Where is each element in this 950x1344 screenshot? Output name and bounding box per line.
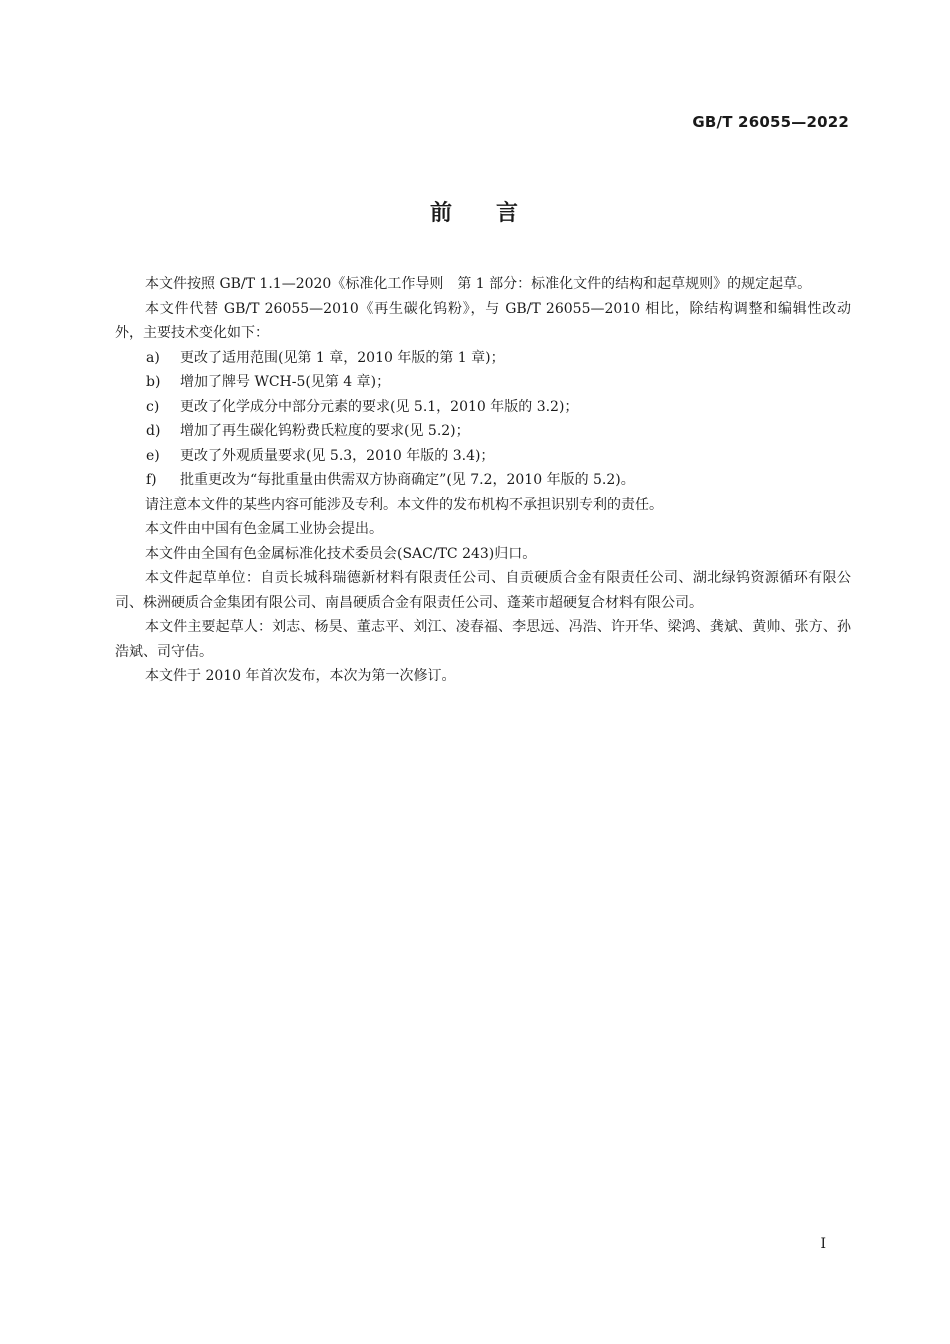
standard-number: GB/T 26055—2022 <box>692 113 849 131</box>
page-title <box>0 196 950 227</box>
list-item <box>115 370 851 395</box>
list-item-text: 更改了外观质量要求(见 5.3，2010 年版的 3.4)； <box>180 447 495 464</box>
list-item <box>115 419 851 444</box>
page-number: I <box>820 1236 826 1252</box>
paragraph-patent-notice: 请注意本文件的某些内容可能涉及专利。本文件的发布机构不承担识别专利的责任。 <box>145 496 663 513</box>
list-item-text: 增加了牌号 WCH-5(见第 4 章)； <box>180 374 391 390</box>
paragraph-replaces: 本文件代替 GB/T 26055—2010《再生碳化钨粉》，与 GB/T 26055—2010 相比，除结构调整和编辑性改动外，主要技术变化如下： <box>115 300 851 341</box>
list-item <box>115 346 851 371</box>
list-item-mark: c) <box>146 398 160 415</box>
paragraph-drafting-rules: 本文件按照 GB/T 1.1—2020《标准化工作导则 第 1 部分：标准化文件的结构和起草规则》的规定起草。 <box>145 276 812 292</box>
list-item <box>115 468 851 493</box>
list-item-text: 增加了再生碳化钨粉费氏粒度的要求(见 5.2)； <box>180 423 470 439</box>
paragraph-proposer: 本文件由中国有色金属工业协会提出。 <box>145 521 383 537</box>
list-item-mark: e) <box>146 447 160 464</box>
list-item-mark: b) <box>146 374 161 390</box>
list-item-text: 更改了化学成分中部分元素的要求(见 5.1，2010 年版的 3.2)； <box>180 398 579 415</box>
title-char-1: 前 <box>429 201 454 226</box>
list-item <box>115 395 851 420</box>
paragraph-drafters: 本文件主要起草人：刘志、杨昊、董志平、刘江、凌春福、李思远、冯浩、许开华、梁鸿、龚斌、黄帅、张方、孙浩斌、司守佶。 <box>115 619 851 660</box>
list-item-mark: f) <box>146 472 157 488</box>
foreword-body <box>115 272 851 689</box>
paragraph-drafting-units: 本文件起草单位：自贡长城科瑞德新材料有限责任公司、自贡硬质合金有限责任公司、湖北绿钨资源循环有限公司、株洲硬质合金集团有限公司、南昌硬质合金有限责任公司、蓬莱市超硬复合材料有限公司。 <box>115 570 851 611</box>
list-item-mark: a) <box>146 349 160 366</box>
paragraph-committee: 本文件由全国有色金属标准化技术委员会(SAC/TC 243)归口。 <box>145 545 537 562</box>
title-char-2: 言 <box>496 201 521 226</box>
list-item-text: 更改了适用范围(见第 1 章，2010 年版的第 1 章)； <box>180 349 505 366</box>
list-item <box>115 444 851 469</box>
list-item-text: 批重更改为“每批重量由供需双方协商确定”(见 7.2，2010 年版的 5.2)。 <box>180 472 635 488</box>
list-item-mark: d) <box>146 423 161 439</box>
paragraph-history: 本文件于 2010 年首次发布，本次为第一次修订。 <box>145 668 456 684</box>
